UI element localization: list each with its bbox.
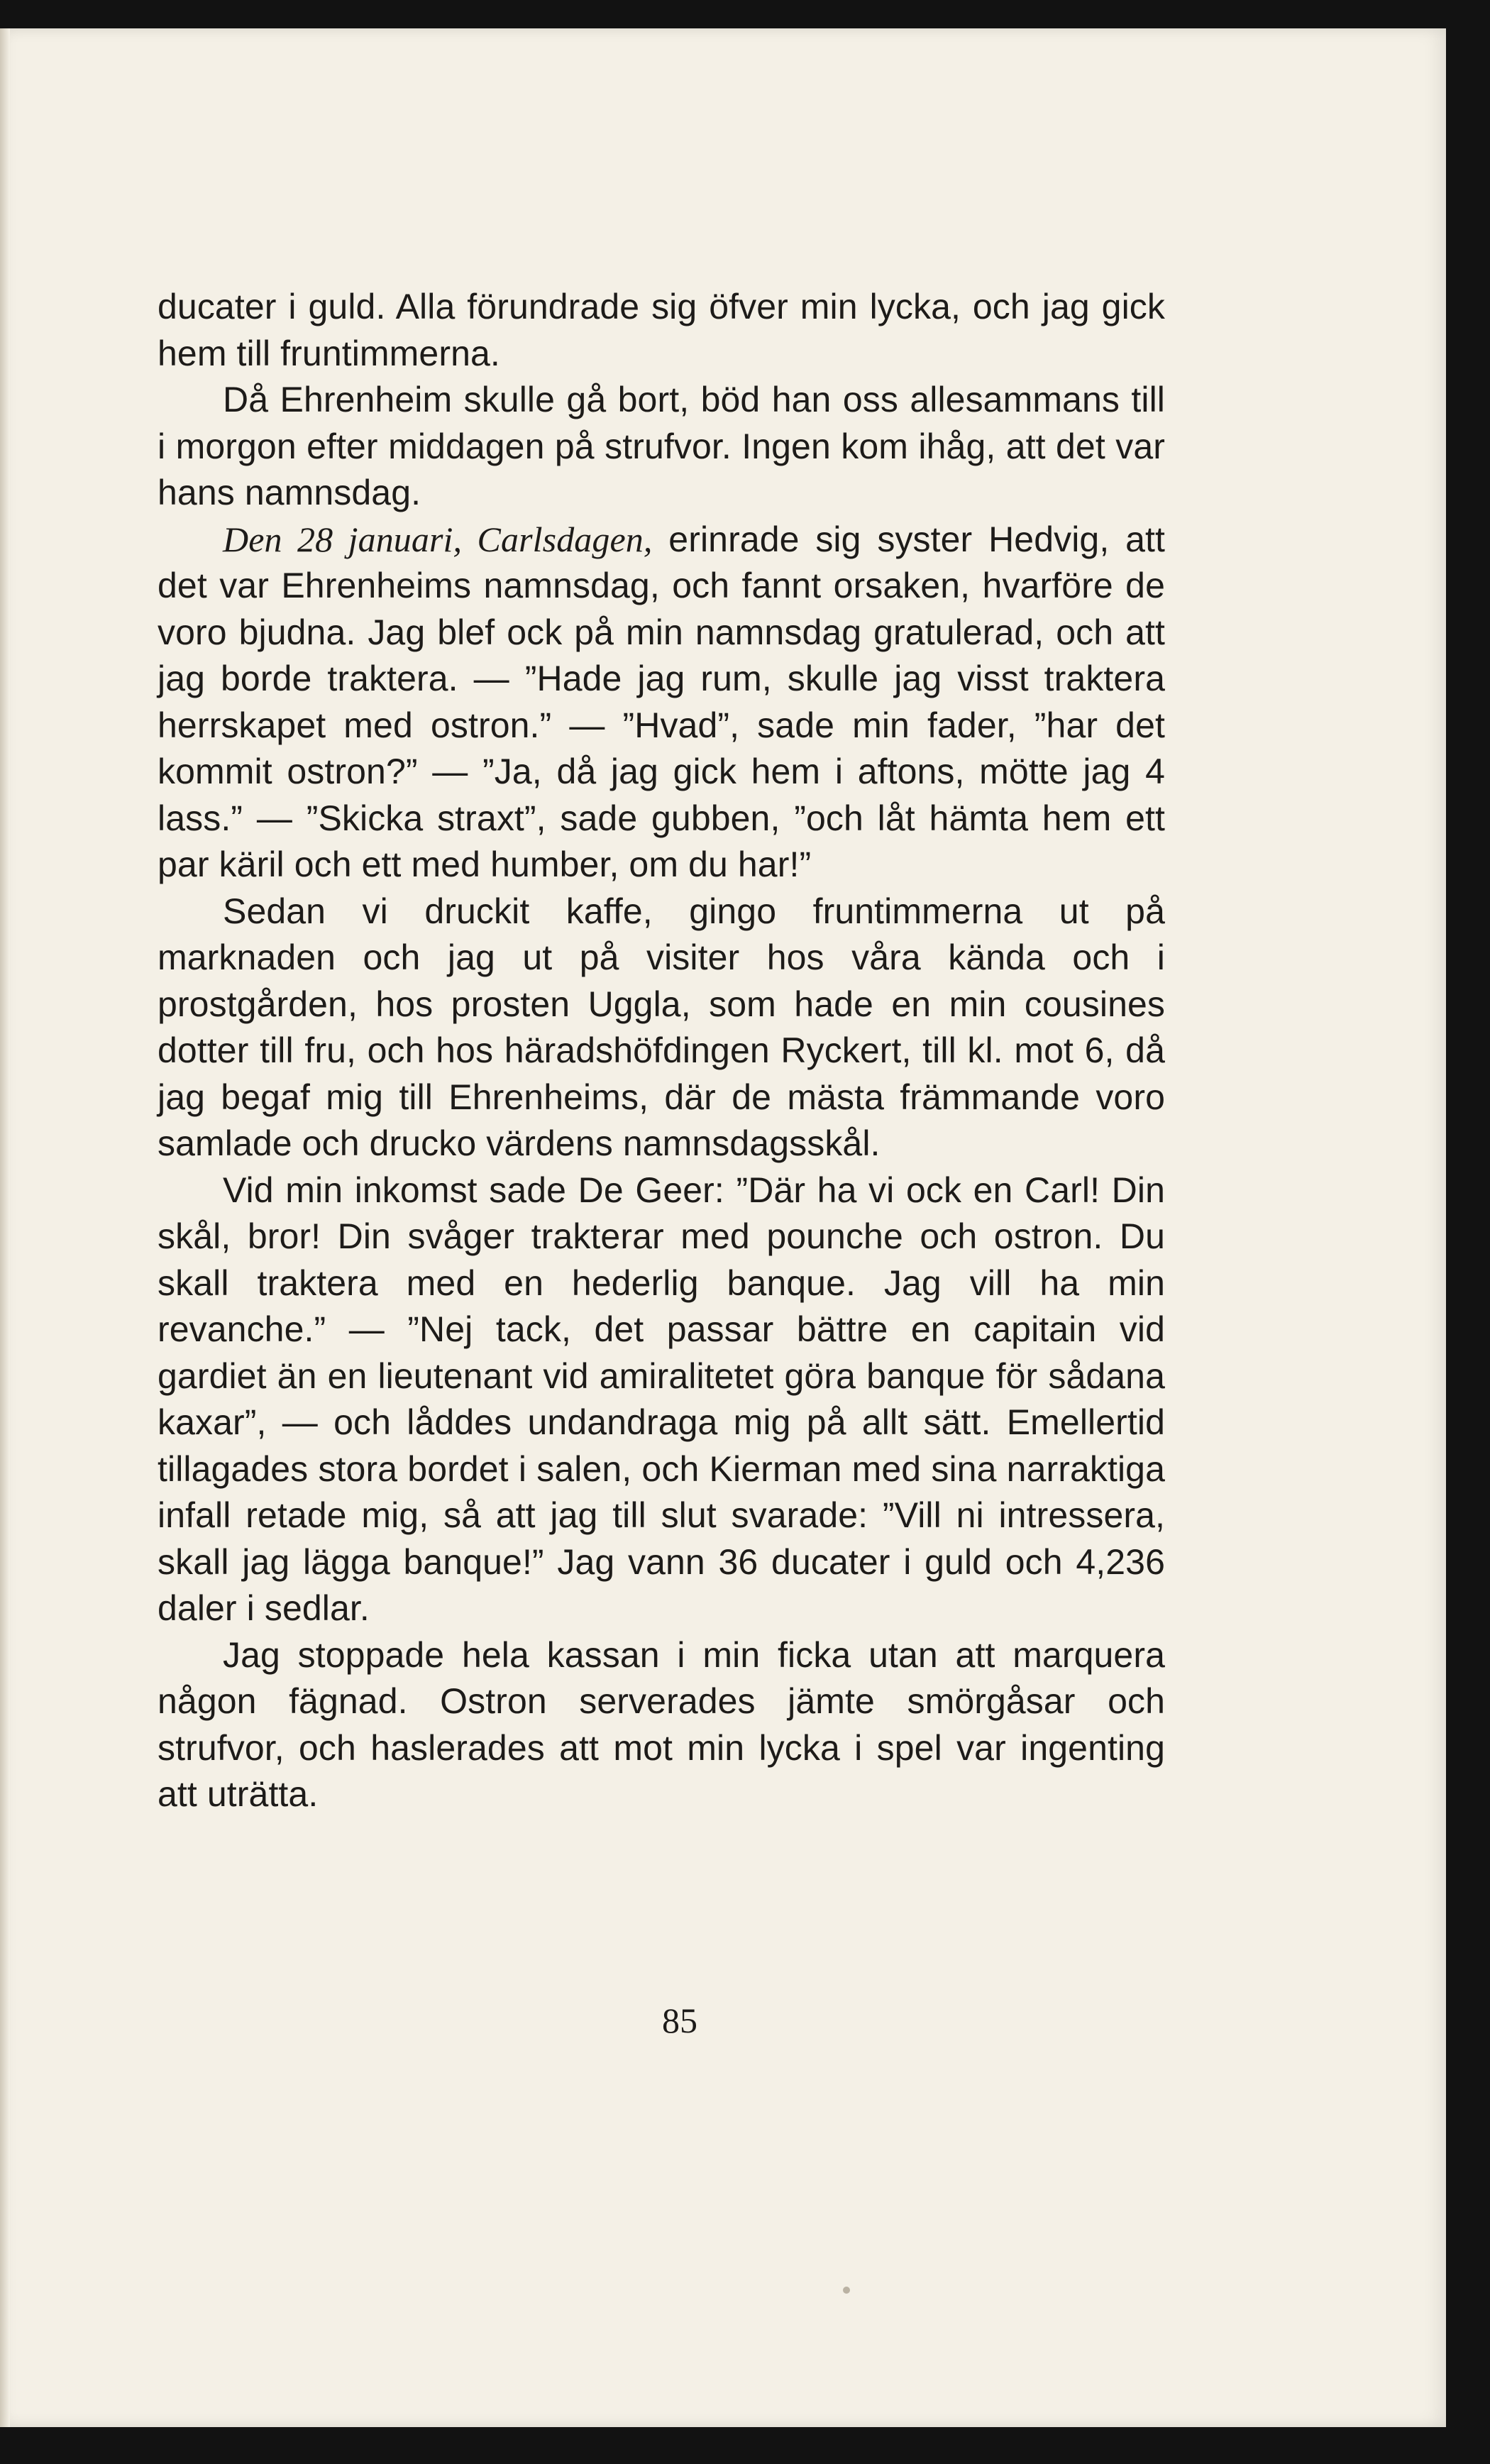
paragraph-1 xyxy=(158,284,1165,377)
paragraph-3-text: erinrade sig syster Hedvig, att det var Ehrenheims namnsdag, och fannt orsaken, hvarföre de voro bjudna. Jag blef ock på min namnsdag gratulerad, och att jag borde traktera. — ”Hade jag rum, skulle jag visst traktera herrskapet med ostron.” — ”Hvad”, sade min fader, ”har det kommit ostron?” — ”Ja, då jag gick hem i aftons, mötte jag 4 lass.” — ”Skicka straxt”, sade gubben, ”och låt hämta hem ett par käril och ett med humber, om du har!” xyxy=(158,519,1165,884)
paragraph-6-text: Jag stoppade hela kassan i min ficka utan att marquera någon fägnad. Ostron serverades jämte smörgåsar och strufvor, och haslerades att mot min lycka i spel var ingenting att uträtta. xyxy=(158,1634,1165,1814)
page-text-block xyxy=(158,284,1165,1818)
paragraph-5 xyxy=(158,1167,1165,1632)
paragraph-4 xyxy=(158,889,1165,1167)
paragraph-2-text: Då Ehrenheim skulle gå bort, böd han oss allesammans till i morgon efter middagen på strufvor. Ingen kom ihåg, att det var hans namnsdag. xyxy=(158,380,1165,512)
paper-speck-mark xyxy=(843,2287,850,2294)
page-left-edge xyxy=(0,28,10,2427)
paragraph-4-text: Sedan vi druckit kaffe, gingo fruntimmerna ut på marknaden och jag ut på visiter hos våra kända och i prostgården, hos prosten Uggla, som hade en min cousines dotter till fru, och hos häradshöfdingen Ryckert, till kl. mot 6, då jag begaf mig till Ehrenheims, där de mästa främmande voro samlade och drucko värdens namnsdagsskål. xyxy=(158,891,1165,1163)
page-number: 85 xyxy=(662,2001,697,2040)
paragraph-2 xyxy=(158,377,1165,517)
paragraph-5-text: Vid min inkomst sade De Geer: ”Där ha vi ock en Carl! Din skål, bror! Din svåger trakterar med pounche och ostron. Du skall traktera med en hederlig banque. Jag vill ha min revanche.” — ”Nej tack, det passar bättre en capitain vid gardiet än en lieutenant vid amiralitetet göra banque för sådana kaxar”, — och låddes undandraga mig på allt sätt. Emellertid tillagades stora bordet i salen, och Kierman med sina narraktiga infall retade mig, så att jag till slut svarade: ”Vill ni intressera, skall jag lägga banque!” Jag vann 36 ducater i guld och 4,236 daler i sedlar. xyxy=(158,1170,1165,1628)
paragraph-3 xyxy=(158,517,1165,889)
paragraph-1-text: ducater i guld. Alla förundrade sig öfver min lycka, och jag gick hem till fruntimmerna. xyxy=(158,287,1165,373)
paragraph-3-italic-lead: Den 28 januari, Carlsdagen, xyxy=(223,519,653,559)
paragraph-6 xyxy=(158,1632,1165,1818)
